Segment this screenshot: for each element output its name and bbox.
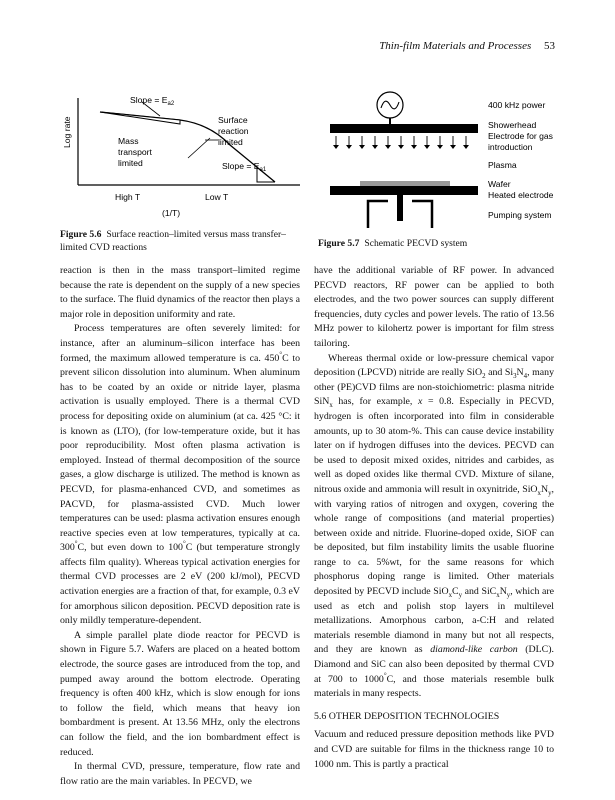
high-t-label: High T	[115, 192, 141, 202]
slope-top-label: Slope = $E_{a2}$	[130, 95, 175, 107]
electrode-stem	[397, 195, 403, 221]
plasma-label: Plasma	[488, 160, 517, 170]
caption-label: Figure 5.7	[318, 238, 360, 249]
y-axis-label: Log rate	[62, 116, 72, 148]
right-column	[314, 264, 554, 772]
wafer-label: Wafer	[488, 179, 511, 189]
x-axis-label: (1/T)	[162, 208, 181, 218]
wafer	[360, 181, 450, 186]
surface-label-2: reaction	[218, 126, 249, 136]
running-header	[60, 40, 555, 54]
heated-electrode	[330, 186, 478, 195]
caption-label: Figure 5.6	[60, 229, 102, 240]
paragraph: Vacuum and reduced pressure deposition methods like PVD and CVD are suitable for films in the thickness range 10 to 1000 nm. This is partly a practical	[314, 729, 554, 770]
running-title: Thin-film Materials and Processes	[379, 40, 532, 52]
paragraph: reaction is then in the mass transport–limited regime because the rate is dependent on the supply of a new species to the surface. The fluid dynamics of the reactor then plays a major role in deposition uniformity and rate.	[60, 265, 300, 320]
low-t-label: Low T	[205, 192, 229, 202]
section-heading: 5.6 OTHER DEPOSITION TECHNOLOGIES	[314, 710, 500, 722]
slope-triangle-top	[100, 112, 180, 124]
paragraph: A simple parallel plate diode reactor for PECVD is shown in Figure 5.7. Wafers are placed on a heated bottom electrode, the source gases are introduced from the top, and pumped away around the bottom electrode. Operating frequency is often 400 kHz, which is slow enough for ions to follow the field, which means that heavy ion bombardment is present. At 13.56 MHz, only the electrons can follow the field, and the ion bombardment effect is reduced.	[60, 629, 300, 758]
figure-5-7-caption	[318, 238, 558, 251]
slope-bottom-label: Slope = $E_{a1}$	[222, 161, 267, 173]
surface-label-1: Surface	[218, 115, 248, 125]
figure-5-6-graph	[60, 90, 300, 230]
paragraph: have the additional variable of RF power. In advanced PECVD reactors, RF power can be applied to both electrodes, and the two power sources can supply different frequencies, duty cycles and power levels. The ratio of 13.56 MHz power to kilohertz power is important for film stress tailoring.	[314, 265, 554, 349]
heated-electrode-label: Heated electrode	[488, 190, 554, 200]
paragraph: In thermal CVD, pressure, temperature, flow rate and flow ratio are the main variables. In PECVD, we	[60, 761, 300, 787]
figure-5-6-caption	[60, 229, 305, 254]
showerhead-electrode	[330, 124, 478, 133]
left-column	[60, 264, 300, 789]
gas-flow-arrows	[336, 136, 466, 146]
mass-label-2: transport	[118, 147, 152, 157]
page-number: 53	[544, 40, 555, 52]
pump-line-right	[412, 201, 432, 228]
pumping-label: Pumping system	[488, 210, 552, 220]
paragraph: Whereas thermal oxide or low-pressure chemical vapor deposition (LPCVD) nitride are really SiO$_2$ and $Si_3N_4$, many other (PE)CVD films are non-stoichiometric: plasma nitride SiN$_x$ has, for example, x = 0.8. Especially in PECVD, hydrogen is often incorporated into film in considerable amounts, up to 30 atom-%. This can cause device instability later on if hydrogen diffuses into the devices. PECVD can be used to deposit mixed oxides, nitrides and carbides, as well as doped oxides like thermal CVD. Mixture of silane, nitrous oxide and ammonia will result in oxynitride, $SiO_xN_y$, with varying ratios of nitrogen and oxygen, covering the whole range of compositions (and material properties) between oxide and nitride. Fluorine-doped oxide, SiOF can be deposited, but film instability limits the usable fluorine range to ca. 5%wt, for the same reasons for which phosphorus doping range is limited. Other materials deposited by PECVD include $SiO_xC_y$ and $SiC_xN_y$, which are used as etch and polish stop layers in multilevel metallizations. Amorphous carbon, a-C:H and related materials resemble diamond in many but not all respects, and they are known as diamond-like carbon (DLC). Diamond and SiC can also been deposited by thermal CVD at 700 to 1000°C, and those materials resemble bulk materials in many respects.	[314, 352, 554, 700]
paragraph: Process temperatures are often severely limited: for instance, after an aluminum–silicon interface has been formed, the maximum allowed temperature is ca. 450°C to prevent silicon dissolution into aluminum. When aluminum has to be coated by an oxide or nitride layer, plasma activation is usually employed. There is a thermal CVD process for depositing oxide on aluminium (at ca. 425 °C: it is known as (LTO), (for low-temperature oxide, but it has poor reproducibility. Most often plasma activation is employed. Instead of thermal decomposition of the source gases, a glow discharge is utilized. The method is known as PECVD, for plasma-enhanced CVD, and sometimes as PACVD, for plasma-assisted CVD. Much lower temperatures can be used: plasma activation ensures enough reactive species even at low temperatures, typically at ca. 300°C, but even down to 100°C (but temperature strongly affects film quality). Whereas typical activation energies for thermal CVD processes are 2 eV (200 kJ/mol), PECVD activation energies are a fraction of that, for example, 0.3 eV for amorphous silicon deposition. PECVD deposition rate is only mildly temperature-dependent.	[60, 323, 300, 627]
figure-5-7-diagram	[320, 88, 560, 238]
rf-label: 400 kHz power	[488, 100, 546, 110]
surface-label-3: limited	[218, 137, 243, 147]
showerhead-label-2: Electrode for gas	[488, 131, 553, 141]
showerhead-label-1: Showerhead	[488, 120, 537, 130]
mass-label-1: Mass	[118, 136, 139, 146]
pump-line-left	[368, 201, 388, 228]
caption-text: Surface reaction–limited versus mass transfer–limited CVD reactions	[60, 229, 286, 253]
caption-text: Schematic PECVD system	[364, 238, 468, 249]
mass-pointer	[188, 138, 210, 158]
gas-flow-arrowheads	[333, 145, 469, 149]
showerhead-label-3: introduction	[488, 142, 533, 152]
mass-label-3: limited	[118, 158, 143, 168]
